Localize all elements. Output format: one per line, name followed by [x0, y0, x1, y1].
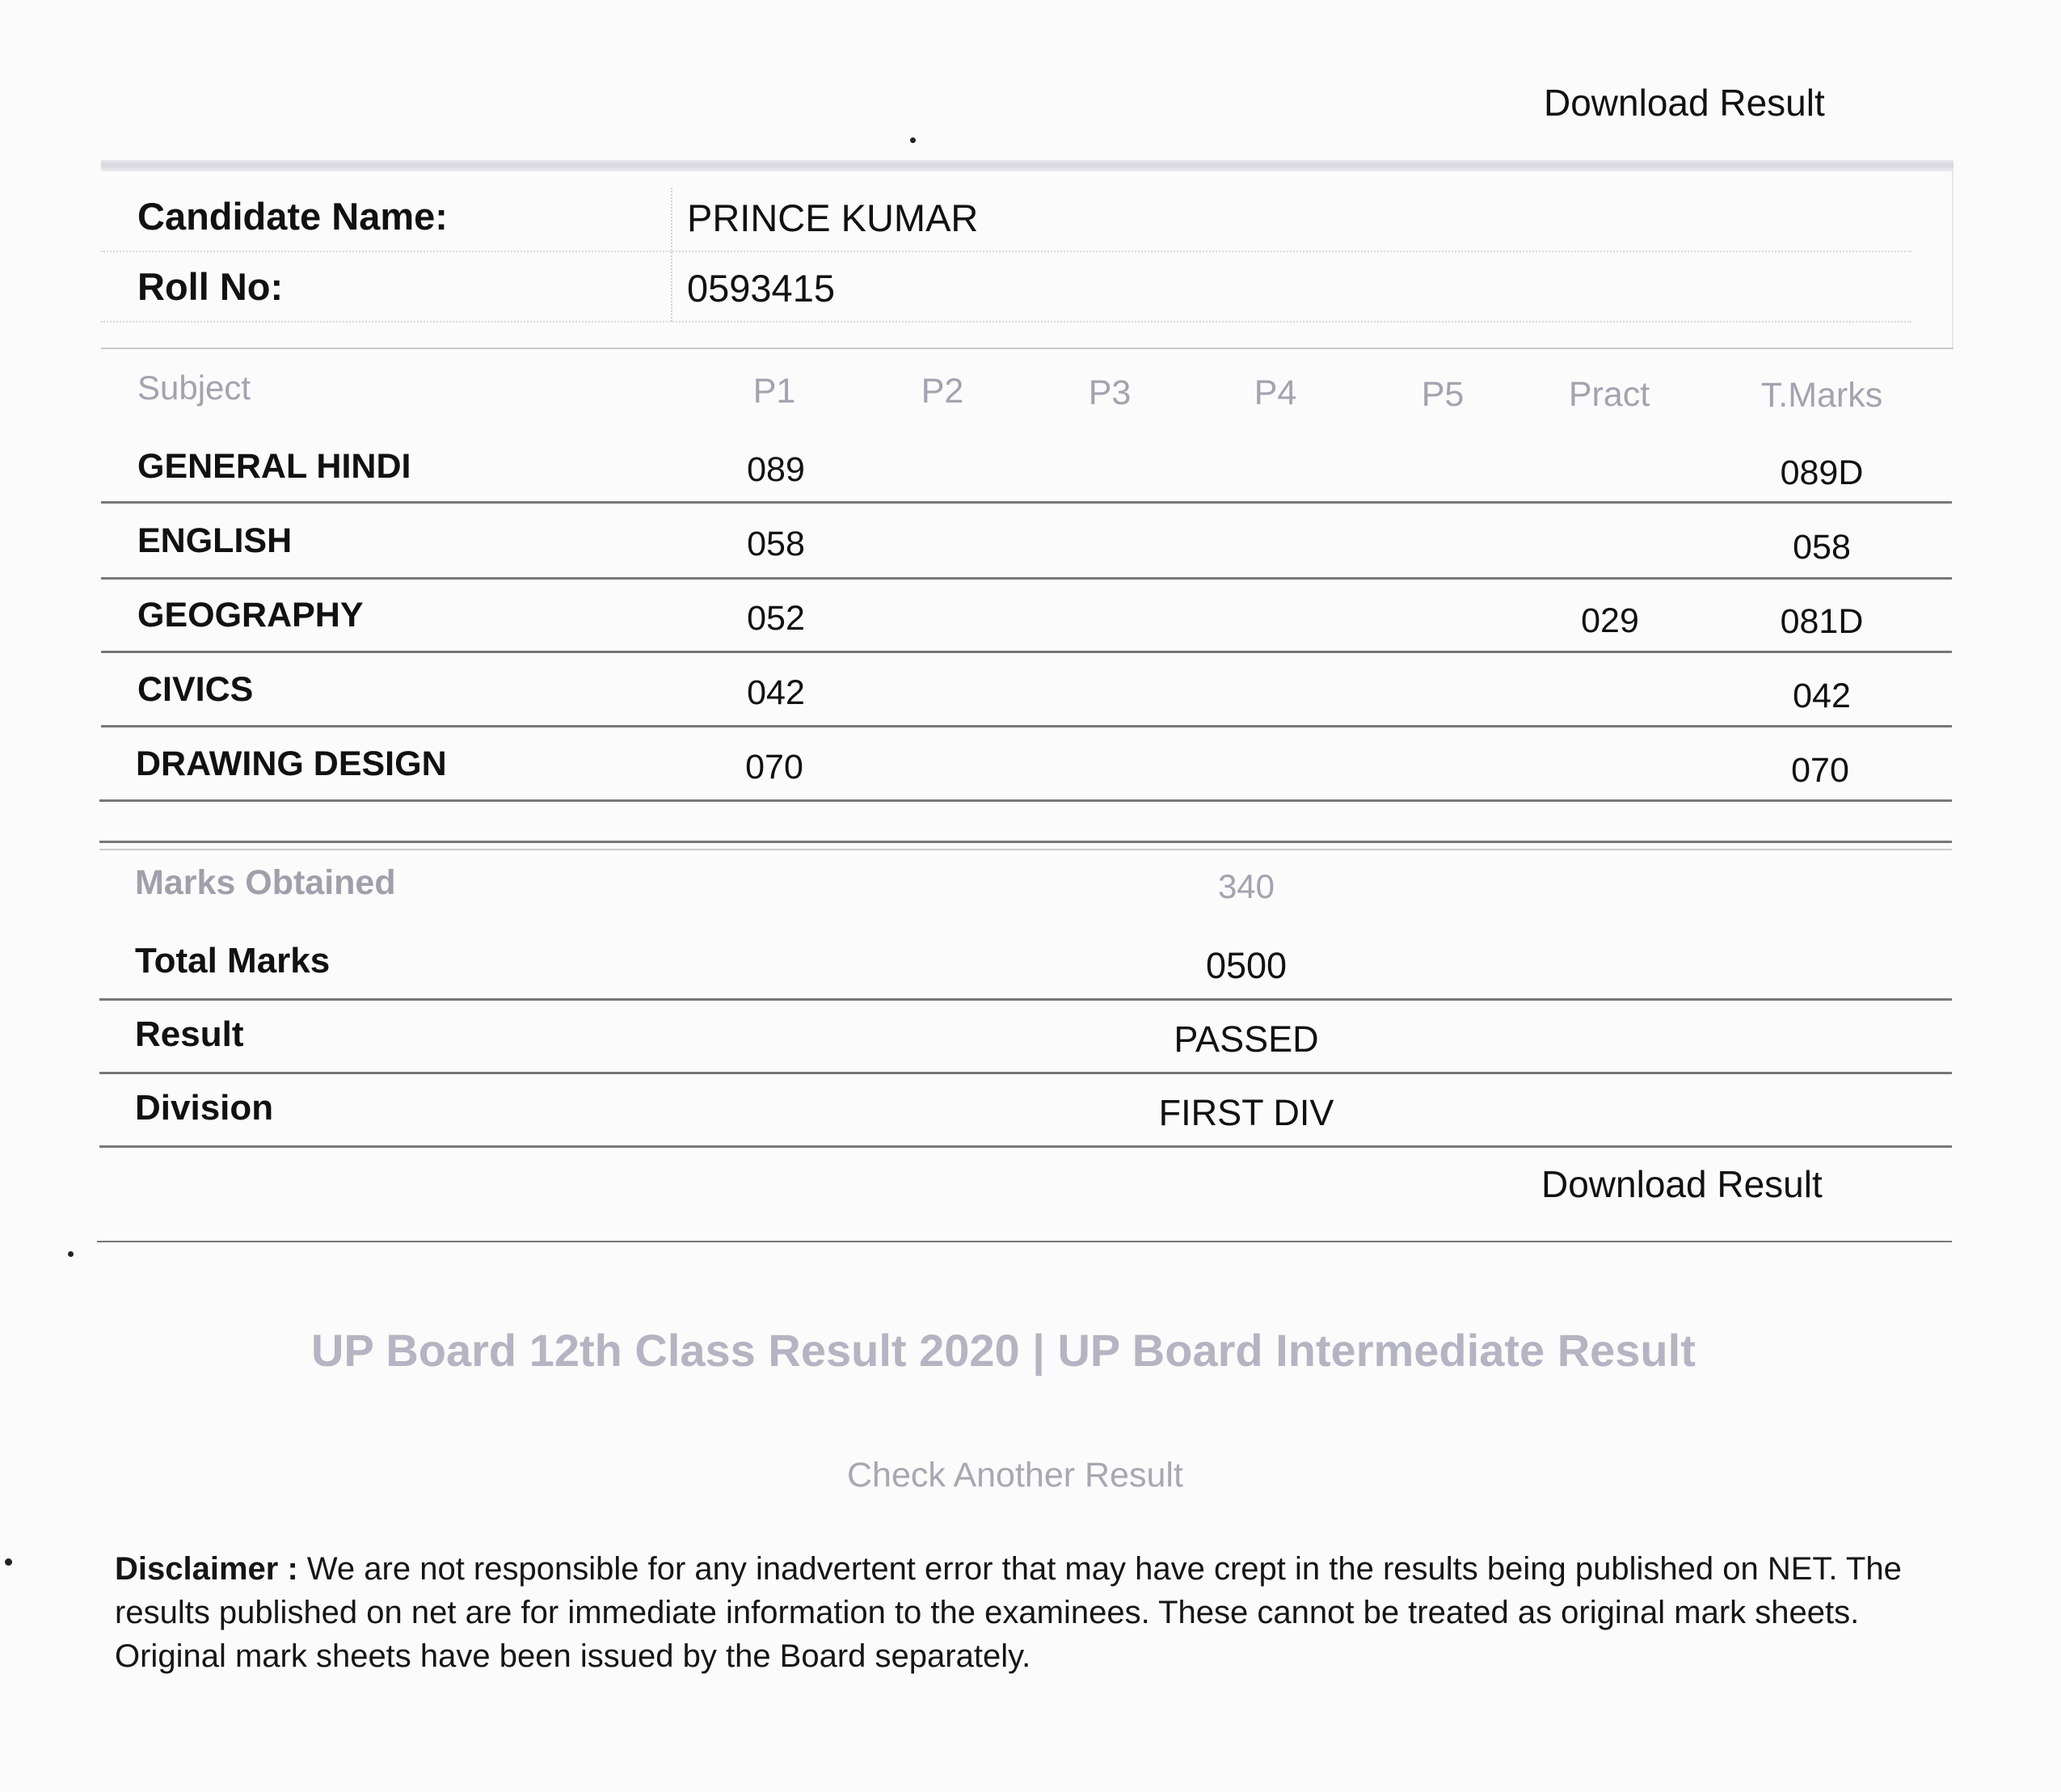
row-divider: [101, 725, 1952, 727]
candidate-row-divider: [101, 251, 1911, 252]
disclaimer: [115, 1547, 1974, 1678]
roll-no-label: Roll No:: [137, 265, 284, 308]
total-marks-label: Total Marks: [135, 941, 331, 980]
total-marks: 089D: [1780, 453, 1864, 492]
candidate-bottom-border: [101, 348, 1954, 349]
row-divider: [101, 651, 1952, 653]
candidate-name-label: Candidate Name:: [137, 195, 448, 238]
marks-obtained-label: Marks Obtained: [135, 863, 396, 902]
marks-obtained-value: 340: [1217, 867, 1275, 905]
column-header-p3: P3: [1088, 373, 1132, 412]
result-label: Result: [135, 1014, 244, 1054]
candidate-column-divider: [671, 188, 672, 322]
row-divider: [99, 998, 1952, 1001]
check-another-result-link[interactable]: Check Another Result: [847, 1456, 1183, 1495]
p1-marks: 089: [747, 450, 805, 489]
candidate-row-divider: [101, 321, 1911, 323]
column-header-subject: Subject: [137, 369, 251, 407]
pract-marks: 029: [1581, 601, 1639, 640]
download-result-link-bottom[interactable]: Download Result: [1541, 1163, 1823, 1205]
column-header-p1: P1: [752, 372, 796, 411]
disclaimer-text: We are not responsible for any inadvertent error that may have crept in the results being published on NET. The results published on net are for immediate information to the examinees. These cannot be treated as original mark sheets. Original mark sheets have been issued by the Board separately.: [115, 1551, 1902, 1674]
disclaimer-label: Disclaimer :: [115, 1551, 298, 1587]
scan-speck: [68, 1251, 74, 1257]
row-divider: [99, 1145, 1952, 1148]
division-label: Division: [135, 1088, 274, 1128]
division-value: FIRST DIV: [1158, 1092, 1334, 1133]
scan-speck: [910, 137, 916, 143]
result-page-title: UP Board 12th Class Result 2020 | UP Board Intermediate Result: [311, 1325, 1696, 1376]
column-header-total-marks: T.Marks: [1760, 376, 1883, 415]
column-header-p2: P2: [921, 372, 964, 411]
subject-name: DRAWING DESIGN: [136, 744, 447, 783]
result-value: PASSED: [1174, 1018, 1319, 1060]
p1-marks: 070: [745, 748, 803, 786]
total-marks: 070: [1791, 751, 1849, 790]
subject-name: CIVICS: [137, 670, 254, 709]
row-divider: [101, 501, 1952, 504]
total-marks: 042: [1793, 677, 1851, 715]
row-divider: [101, 577, 1952, 580]
column-header-pract: Pract: [1568, 375, 1650, 414]
subject-name: ENGLISH: [137, 521, 293, 560]
total-marks-value: 0500: [1205, 945, 1288, 986]
row-divider: [99, 799, 1952, 802]
column-header-p4: P4: [1254, 373, 1297, 412]
p1-marks: 052: [747, 599, 805, 638]
p1-marks: 042: [747, 673, 805, 712]
summary-top-border: [99, 841, 1952, 843]
subject-name: GEOGRAPHY: [137, 596, 364, 635]
download-result-link-top[interactable]: Download Result: [1544, 82, 1825, 124]
total-marks: 081D: [1780, 602, 1864, 641]
section-divider: [97, 1241, 1952, 1242]
candidate-name-value: PRINCE KUMAR: [687, 196, 979, 239]
total-marks: 058: [1793, 528, 1851, 567]
summary-top-border-inner: [99, 849, 1952, 850]
p1-marks: 058: [747, 525, 805, 563]
scan-speck: [5, 1558, 12, 1566]
roll-no-value: 0593415: [687, 267, 835, 310]
row-divider: [99, 1072, 1952, 1074]
subject-name: GENERAL HINDI: [137, 447, 411, 486]
column-header-p5: P5: [1421, 375, 1465, 414]
